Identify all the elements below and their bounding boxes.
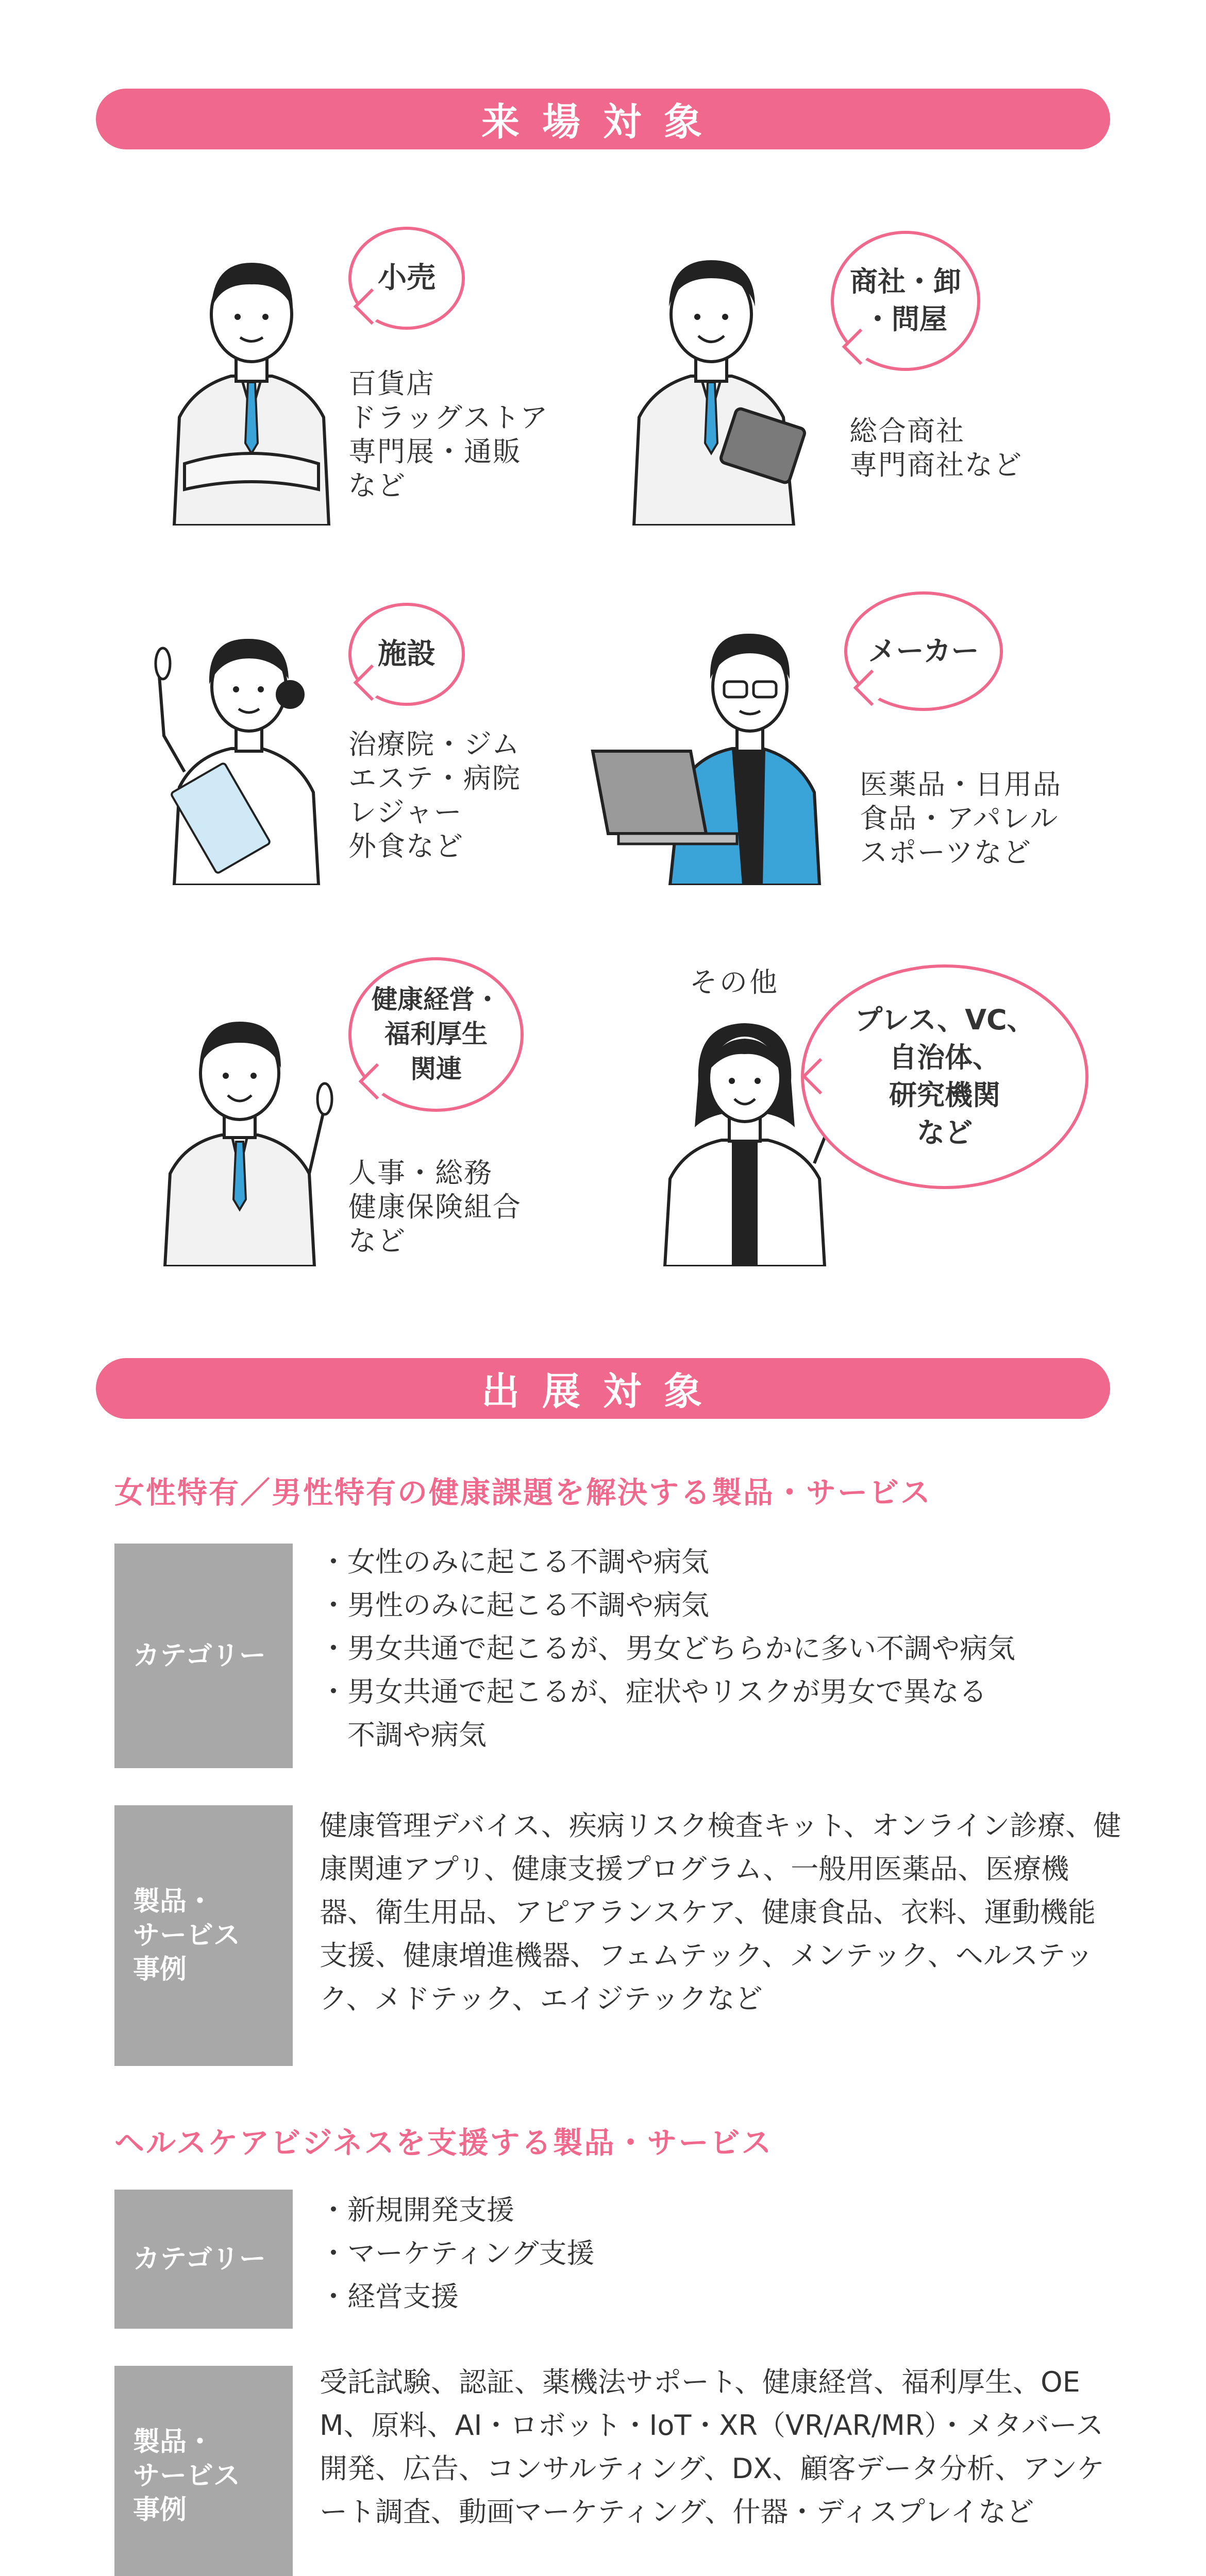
- other-label: その他: [690, 966, 779, 998]
- bubble-text: 商社・卸 ・問屋: [850, 265, 961, 335]
- bubble-text: 小売: [378, 261, 435, 295]
- category-list-2: [320, 2189, 1124, 2318]
- visitor-bubble-facility: [348, 603, 465, 706]
- category-label-2: カテゴリー: [114, 2190, 293, 2329]
- bubble-text: メーカー: [868, 634, 979, 667]
- visitor-bubble-trading: [831, 231, 980, 371]
- category-label-1: カテゴリー: [114, 1544, 293, 1768]
- category-item: ・ マーケティング支援: [320, 2232, 1124, 2275]
- category-list-1: [320, 1540, 1124, 1757]
- examples-label-1: 製品・ サービス 事例: [114, 1805, 293, 2066]
- category-item: ・ 男女共通で起こるが、症状やリスクが男女で異なる 不調や病気: [320, 1670, 1124, 1757]
- visitor-desc-trading: 総合商社 専門商社など: [849, 415, 1023, 481]
- visitor-bubble-maker: [844, 591, 1003, 711]
- facility-person-illustration: [143, 617, 339, 885]
- visitors-banner: 来場対象: [96, 89, 1110, 149]
- visitor-desc-hr: 人事・総務 健康保険組合 など: [348, 1157, 522, 1257]
- bubble-text: 健康経営・ 福利厚生 関連: [372, 984, 500, 1084]
- exhibitor-section-heading-2: ヘルスケアビジネスを支援する製品・サービス: [114, 2125, 773, 2160]
- visitor-desc-retail: 百貨店 ドラッグストア 専門展・通販 など: [348, 367, 549, 502]
- hr-person-illustration: [160, 1009, 340, 1266]
- examples-text-1: 健康管理デバイス、疾病リスク検査キット、オンライン診療、健康関連アプリ、健康支援プログラム、一般用医薬品、医療機器、衛生用品、アピアランスケア、健康食品、衣料、運動機能支援、健康増進機器、フェムテック、メンテック、ヘルステック、メドテック、エイジテックなど: [320, 1809, 1121, 2015]
- exhibitor-section-heading-1: 女性特有／男性特有の健康課題を解決する製品・サービス: [114, 1475, 932, 1510]
- category-item: ・ 男女共通で起こるが、男女どちらかに多い不調や病気: [320, 1627, 1124, 1670]
- visitor-bubble-other: [801, 964, 1088, 1189]
- bubble-tail: [853, 670, 890, 706]
- examples-text-2: 受託試験、認証、薬機法サポート、健康経営、福利厚生、OEM、原料、AI・ロボット・IoT・XR（VR/AR/MR）・メタバース開発、広告、コンサルティング、DX、顧客データ分析、アンケート調査、動画マーケティング、什器・ディスプレイなど: [320, 2366, 1105, 2528]
- category-item: ・ 男性のみに起こる不調や病気: [320, 1584, 1124, 1627]
- maker-person-illustration: [588, 617, 850, 885]
- examples-label-2: 製品・ サービス 事例: [114, 2366, 293, 2576]
- retail-person-illustration: [164, 247, 339, 526]
- visitor-desc-maker: 医薬品・日用品 食品・アパレル スポーツなど: [860, 768, 1062, 869]
- trading-person-illustration: [624, 247, 819, 526]
- bubble-text: プレス、VC、 自治体、 研究機関 など: [855, 1004, 1035, 1149]
- category-item: ・ 新規開発支援: [320, 2189, 1124, 2232]
- category-item: ・ 経営支援: [320, 2275, 1124, 2318]
- category-item: ・ 女性のみに起こる不調や病気: [320, 1540, 1124, 1584]
- bubble-tail: [802, 1058, 839, 1095]
- visitor-bubble-retail: [348, 227, 465, 330]
- visitor-bubble-hr: [348, 957, 524, 1112]
- bubble-text: 施設: [378, 637, 435, 671]
- exhibitors-banner: 出展対象: [96, 1358, 1110, 1419]
- visitor-desc-facility: 治療院・ジム エステ・病院 レジャー 外食など: [348, 728, 521, 862]
